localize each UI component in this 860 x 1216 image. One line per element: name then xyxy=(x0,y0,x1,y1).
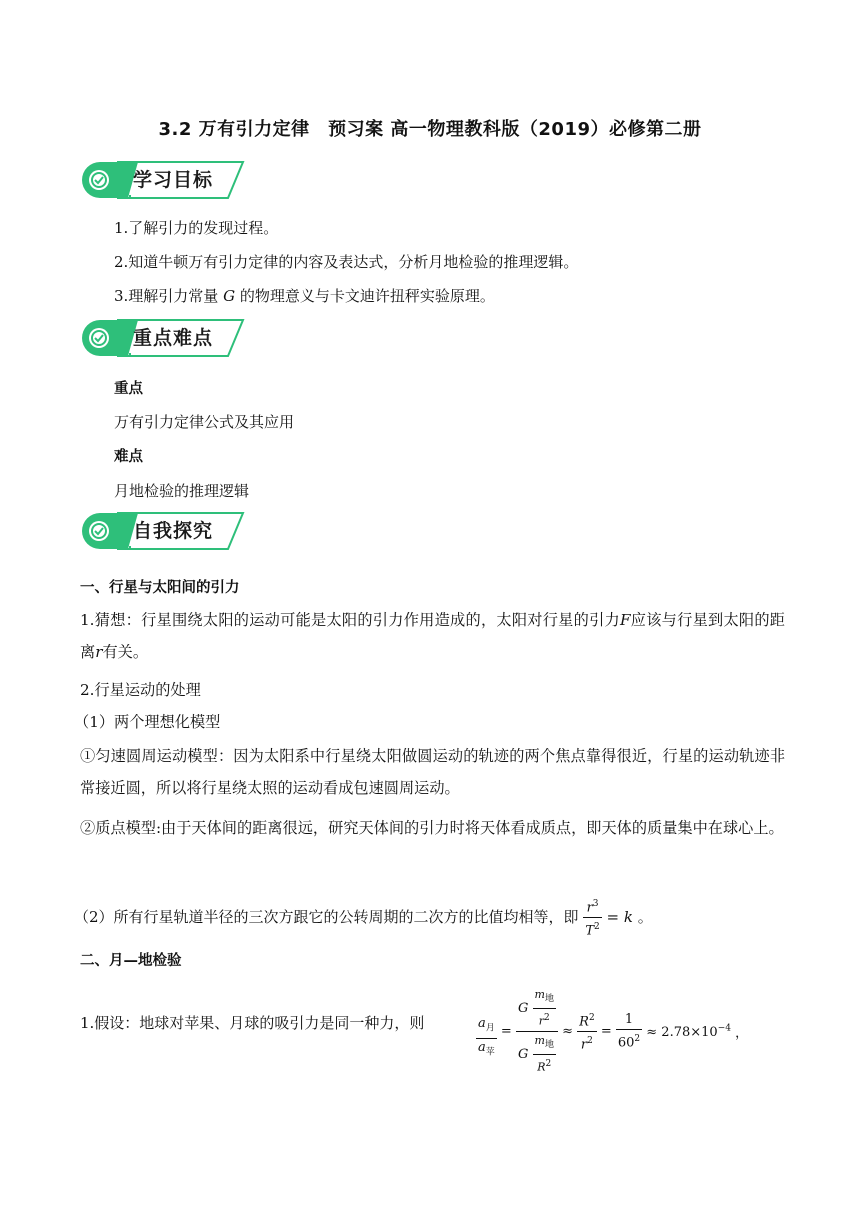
goal-item-1: 1.了解引力的发现过程。 xyxy=(114,219,279,237)
paragraph-circle-model: ①匀速圆周运动模型：因为太阳系中行星绕太阳做圆运动的轨迹的两个焦点靠得很近，行星的运动轨迹非常接近圆，所以将行星绕太照的运动看成包速圆周运动。 xyxy=(80,747,785,797)
goal-item-3: 3.理解引力常量 G 的物理意义与卡文迪许扭秤实验原理。 xyxy=(114,287,495,305)
paragraph-guess: 1.猜想：行星围绕太阳的运动可能是太阳的引力作用造成的，太阳对行星的引力F应该与行星到太阳的距离r有关。 xyxy=(80,611,785,661)
part2-heading: 二、月—地检验 xyxy=(80,953,182,969)
paragraph-assumption: 1.假设：地球对苹果、月球的吸引力是同一种力，则 xyxy=(80,1014,425,1032)
section-badge-explore xyxy=(78,508,248,554)
key-heading: 重点 xyxy=(114,381,143,397)
kepler-formula: $\frac{r^3}{T^2}$ = k xyxy=(583,908,637,926)
paragraph-point-model: ②质点模型:由于天体间的距离很远，研究天体间的引力时将天体看成质点，即天体的质量集中在球心上。 xyxy=(80,819,784,837)
section-badge-keypoints xyxy=(78,315,248,361)
paragraph-models: （1）两个理想化模型 xyxy=(74,713,221,731)
moon-apple-ratio-formula: $\frac{a_月}{a_苹}$ = G $\frac{m_地}{r^2}$ G $\frac{m_地}{R^2}$ ≈ $\frac{R^2}{r^2}$ = $\frac{1}{60^2}$ ≈ $2.78\times 10^{-4}$ ， xyxy=(478,988,749,1074)
page-title: 3.2 万有引力定律 预习案 高一物理教科版（2019）必修第二册 xyxy=(158,119,702,140)
key-text: 万有引力定律公式及其应用 xyxy=(114,413,295,431)
section-badge-goals xyxy=(78,157,248,203)
part1-heading: 一、行星与太阳间的引力 xyxy=(80,580,240,596)
paragraph-kepler: （2）所有行星轨道半径的三次方跟它的公转周期的二次方的比值均相等，即 $\frac{r^3}{T^2}$ = k 。 xyxy=(74,895,653,941)
difficult-text: 月地检验的推理逻辑 xyxy=(114,482,250,500)
paragraph-planet-motion: 2.行星运动的处理 xyxy=(80,681,201,699)
badge-label: 学习目标 xyxy=(133,169,214,191)
badge-label: 自我探究 xyxy=(133,520,214,542)
symbol-g: G xyxy=(223,287,236,305)
badge-label: 重点难点 xyxy=(133,327,214,349)
difficult-heading: 难点 xyxy=(114,449,143,465)
goal-item-2: 2.知道牛顿万有引力定律的内容及表达式，分析月地检验的推理逻辑。 xyxy=(114,253,579,271)
